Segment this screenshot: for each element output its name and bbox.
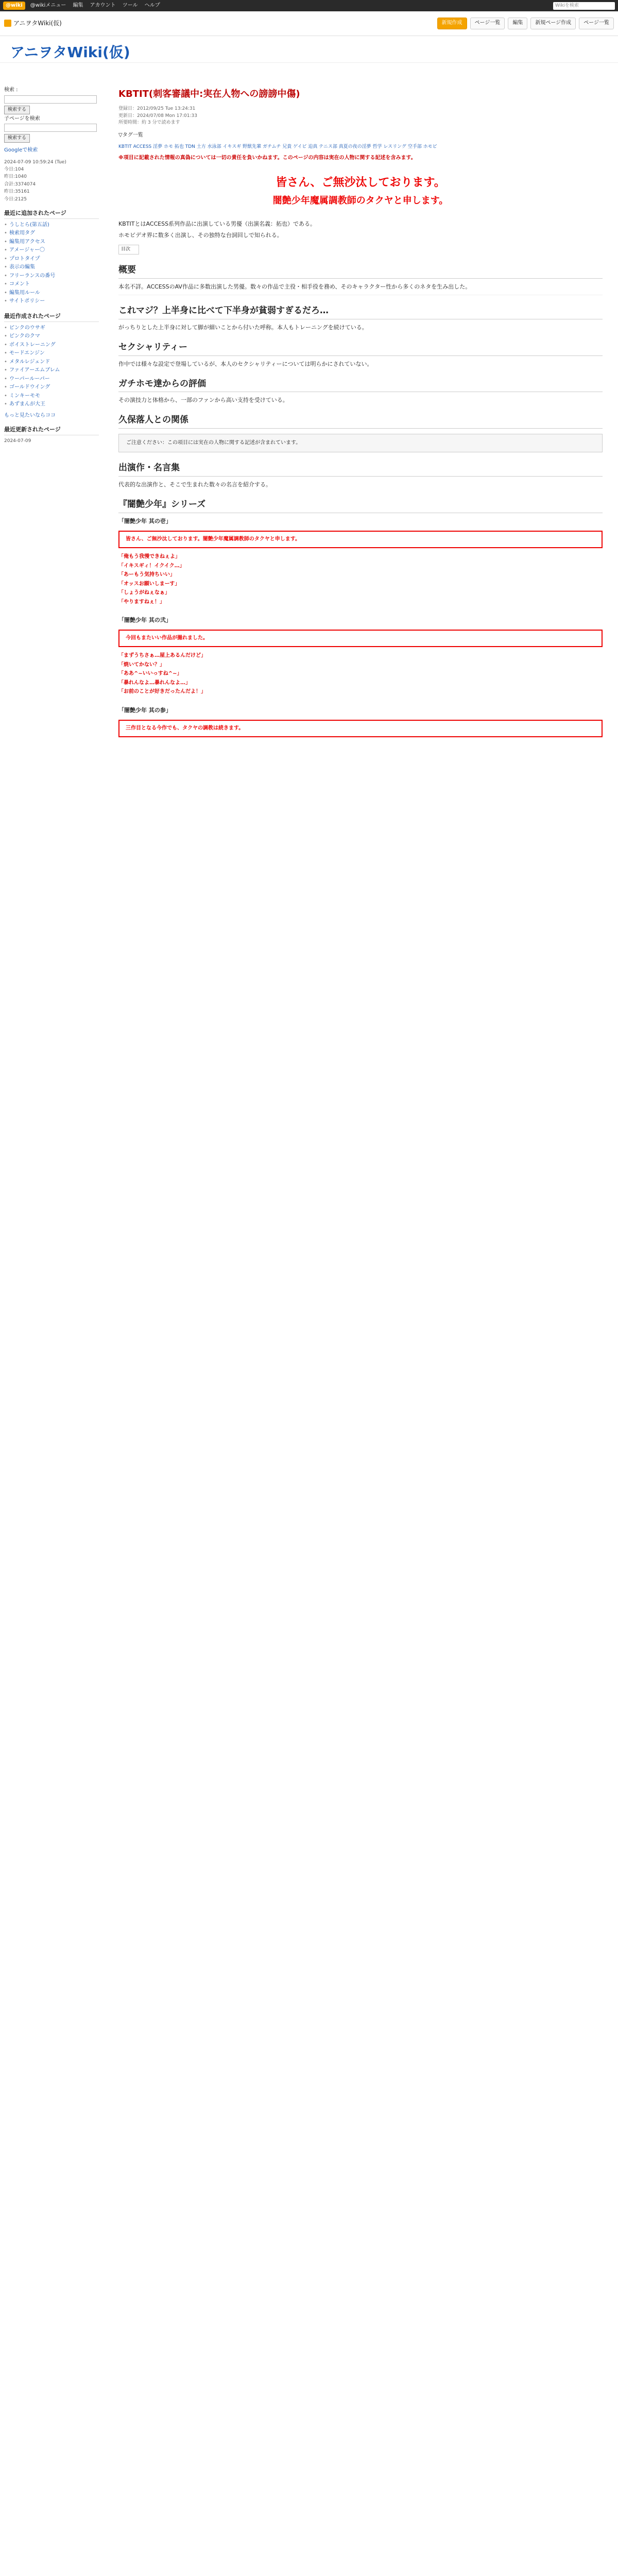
paragraph: その演技力と体格から、一部のファンから高い支持を受けている。: [118, 397, 288, 404]
edit-button[interactable]: 編集: [508, 18, 527, 29]
subpage-search-button[interactable]: 検索する: [4, 134, 30, 143]
sidebar-link-text[interactable]: ゴールドウイング: [9, 384, 50, 391]
section-heading: 概要: [118, 264, 603, 279]
wiki-header: [0, 11, 618, 36]
sidebar-heading: 最近更新されたページ: [4, 426, 99, 435]
sidebar-link-text[interactable]: プロトタイプ: [9, 256, 40, 262]
quote-line: 「あーもう気持ちいい」: [118, 572, 175, 578]
sidebar-list-2: [4, 324, 99, 409]
article: [118, 88, 603, 742]
subsection-heading: 「闇艶少年 其の壱」: [118, 517, 171, 524]
menu-item[interactable]: @wikiメニュー: [30, 2, 66, 8]
sidebar-heading: 最近作成されたページ: [4, 312, 99, 322]
sidebar-link: [4, 383, 99, 392]
sidebar-link: [4, 324, 99, 333]
menu-item[interactable]: ツール: [122, 2, 138, 8]
subpage-search-input[interactable]: [4, 124, 97, 132]
counter-line: 昨日:1040: [4, 174, 27, 180]
meta-line: 登録日：2012/09/25 Tue 13:24:31: [118, 106, 196, 112]
article-meta: [118, 106, 603, 127]
sidebar-link-text[interactable]: ウーパールーパー: [9, 376, 50, 382]
section-heading: 『闇艶少年』シリーズ: [118, 498, 603, 513]
access-counter: [4, 159, 99, 203]
intro-quote-2: 闇艶少年魔属調教師のタクヤと申します。: [272, 195, 449, 206]
sidebar-link-text[interactable]: ミンキーモモ: [9, 393, 40, 399]
highlight-box: [118, 531, 603, 549]
more-link[interactable]: もっと見たいならココ: [4, 412, 56, 418]
sidebar-link-text[interactable]: アメージャー〇: [9, 247, 45, 253]
sidebar-link-text[interactable]: コメント: [9, 281, 30, 287]
search-label: 検索 :: [4, 87, 18, 93]
subpage-search-label: 子ページを検索: [4, 115, 40, 122]
highlight-text: 今回もまたいい作品が撮れました。: [126, 635, 208, 641]
sidebar-link-text[interactable]: うしとら(第五話): [9, 222, 49, 228]
highlight-box: [118, 630, 603, 648]
sidebar-link-text[interactable]: 検索用タグ: [9, 230, 35, 236]
page-list-button[interactable]: ページ一覧: [470, 18, 505, 29]
sidebar-list-1: [4, 221, 99, 306]
wiki-name: アニヲタWiki(仮): [13, 19, 62, 27]
sidebar-heading: 最近に追加されたページ: [4, 209, 99, 219]
sidebar-link-text[interactable]: ピンクのクマ: [9, 333, 40, 340]
disclaimer-notice: ※項目に記載された情報の真偽については一切の責任を負いかねます。このページの内容は実在の人物に関する記述を含みます。: [118, 155, 416, 161]
subsection-heading: 「闇艶少年 其の弐」: [118, 617, 171, 623]
quote-line: 「ああ^~いいっすね^~」: [118, 671, 182, 677]
sidebar-link: [4, 280, 99, 289]
meta-line: 更新日：2024/07/08 Mon 17:01:33: [118, 113, 197, 118]
quote-line: 「お前のことが好きだったんだよ！」: [118, 689, 206, 695]
meta-line: 所要時間：約 3 分で読めます: [118, 120, 180, 126]
section-heading: 久保落人との関係: [118, 414, 603, 429]
sidebar-link: [4, 229, 99, 238]
paragraph: がっちりとした上半身に対して脚が細いことから付いた呼称。本人もトレーニングを続けている。: [118, 324, 368, 331]
wiki-icon: [4, 20, 11, 27]
create-new-button[interactable]: 新規作成: [437, 18, 467, 29]
sidebar-link: [4, 375, 99, 384]
quote-line: 「焼いてかない？」: [118, 662, 165, 668]
sidebar-link: [4, 238, 99, 247]
counter-line: 2024-07-09 10:59:24 (Tue): [4, 159, 66, 165]
quote-line: 「オッスお願いしまーす」: [118, 581, 180, 587]
sidebar-link: [4, 263, 99, 272]
sidebar-link: [4, 332, 99, 341]
paragraph: 本名不詳。ACCESSのAV作品に多数出演した男優。数々の作品で主役・相手役を務め、そのキャラクター性から多くのネタを生み出した。: [118, 283, 471, 290]
sidebar-link: [4, 400, 99, 409]
toc-label: 目次: [121, 246, 131, 252]
sidebar-link-text[interactable]: モードエンジン: [9, 350, 45, 357]
paragraph: 代表的な出演作と、そこで生まれた数々の名言を紹介する。: [118, 481, 271, 488]
intro-quote-1: 皆さん、ご無沙汰しております。: [276, 176, 445, 189]
highlight-text: 三作目となる今作でも、タクヤの調教は続きます。: [126, 725, 244, 731]
quote-box: ご注意ください：この項目には実在の人物に関する記述が含まれています。: [118, 434, 603, 453]
sidebar-link-text[interactable]: ボイストレーニング: [9, 342, 56, 348]
wiki-title[interactable]: アニヲタWiki(仮): [10, 44, 130, 61]
sidebar-link-text[interactable]: ファイアーエムブレム: [9, 367, 60, 374]
top-nav-bar: [0, 0, 618, 11]
google-search-link[interactable]: Googleで検索: [4, 147, 38, 154]
quote-line: 「しょうがねぇなぁ」: [118, 590, 170, 596]
sidebar-link: [4, 221, 99, 230]
menu-item[interactable]: ヘルプ: [144, 2, 160, 8]
sidebar-link: [4, 272, 99, 281]
highlight-text: 皆さん、ご無沙汰しております。闇艶少年魔属調教師のタクヤと申します。: [126, 536, 300, 542]
menu-item[interactable]: アカウント: [90, 2, 116, 8]
sidebar-link-text[interactable]: フリーランスの番号: [9, 273, 56, 279]
section-heading: 出演作・名言集: [118, 462, 603, 477]
section-heading: これマジ？上半身に比べて下半身が貧弱すぎるだろ…: [118, 304, 603, 319]
sidebar-search-input[interactable]: [4, 95, 97, 104]
sidebar-link: [4, 297, 99, 306]
sidebar-link-text[interactable]: 編集用アクセス: [9, 239, 45, 245]
sidebar: [0, 87, 103, 445]
sidebar-link: [4, 255, 99, 264]
wiki-title-area: [0, 36, 618, 63]
page-list-button-2[interactable]: ページ一覧: [579, 18, 614, 29]
paragraph: 作中では様々な設定で登場しているが、本人のセクシャリティーについては明らかにされていない。: [118, 360, 373, 367]
quote-line: 「やりますねぇ！」: [118, 599, 165, 605]
sidebar-link-text[interactable]: サイトポリシー: [9, 298, 45, 304]
subsection-heading: 「闇艶少年 其の参」: [118, 706, 171, 714]
wiki-name-link[interactable]: [4, 19, 62, 28]
top-search-input[interactable]: Wikiを検索: [553, 2, 615, 10]
quote-line: 「暴れんなよ…暴れんなよ…」: [118, 680, 191, 686]
menu-item[interactable]: 編集: [73, 2, 83, 8]
sidebar-link: [4, 341, 99, 350]
sidebar-link: [4, 358, 99, 367]
quote-line: 「俺もう我慢できねぇよ」: [118, 554, 180, 560]
section-heading: ガチホモ達からの評価: [118, 378, 603, 393]
sidebar-search-button[interactable]: 検索する: [4, 106, 30, 114]
counter-line: 今日:104: [4, 166, 24, 172]
tag-list[interactable]: KBTIT ACCESS 淫夢 ホモ 拓也 TDN 土方 水泳部 イキスギ 野獣先輩 ガチムチ 兄貴 ゲイビ 迫真 テニス部 真夏の夜の淫夢 哲学 レスリング 空手部 ホモビ: [118, 144, 437, 150]
sidebar-link: [4, 349, 99, 358]
counter-line: 昨日:35161: [4, 189, 30, 195]
update-date: 2024-07-09: [4, 438, 31, 444]
sidebar-link-text[interactable]: あずまんが大王: [9, 401, 45, 408]
atwiki-logo[interactable]: @wiki: [3, 2, 25, 10]
top-menu: [30, 2, 165, 10]
intro-paragraph: KBTITとはACCESS系列作品に出演している男優（出演名義：拓也）である。: [118, 220, 316, 227]
sidebar-link-text[interactable]: メタルレジェンド: [9, 359, 50, 365]
section-heading: セクシャリティー: [118, 341, 603, 356]
counter-line: 今日:2125: [4, 196, 27, 202]
sidebar-link: [4, 392, 99, 401]
sidebar-link: [4, 246, 99, 255]
sidebar-link-text[interactable]: 表示の編集: [9, 264, 35, 270]
intro-paragraph: ホモビデオ界に数多く出演し、その独特な台詞回しで知られる。: [118, 231, 283, 239]
sidebar-link: [4, 366, 99, 375]
new-page-button[interactable]: 新規ページ作成: [530, 18, 576, 29]
counter-line: 合計:3374074: [4, 181, 36, 187]
sidebar-link: [4, 289, 99, 298]
wiki-action-buttons: [437, 18, 614, 29]
sidebar-link-text[interactable]: ピンクのウサギ: [9, 325, 45, 331]
highlight-box: [118, 720, 603, 738]
article-title: KBTIT(刺客審議中:実在人物への謗謗中傷): [118, 89, 300, 99]
quote-line: 「まずうちさぁ…屋上あるんだけど」: [118, 653, 206, 659]
tags-label: ▽タグ一覧: [118, 132, 143, 138]
toc-box[interactable]: [118, 245, 139, 255]
sidebar-link-text[interactable]: 編集用ルール: [9, 290, 40, 296]
quote-line: 「イキスギィ！イクイク…」: [118, 563, 185, 569]
